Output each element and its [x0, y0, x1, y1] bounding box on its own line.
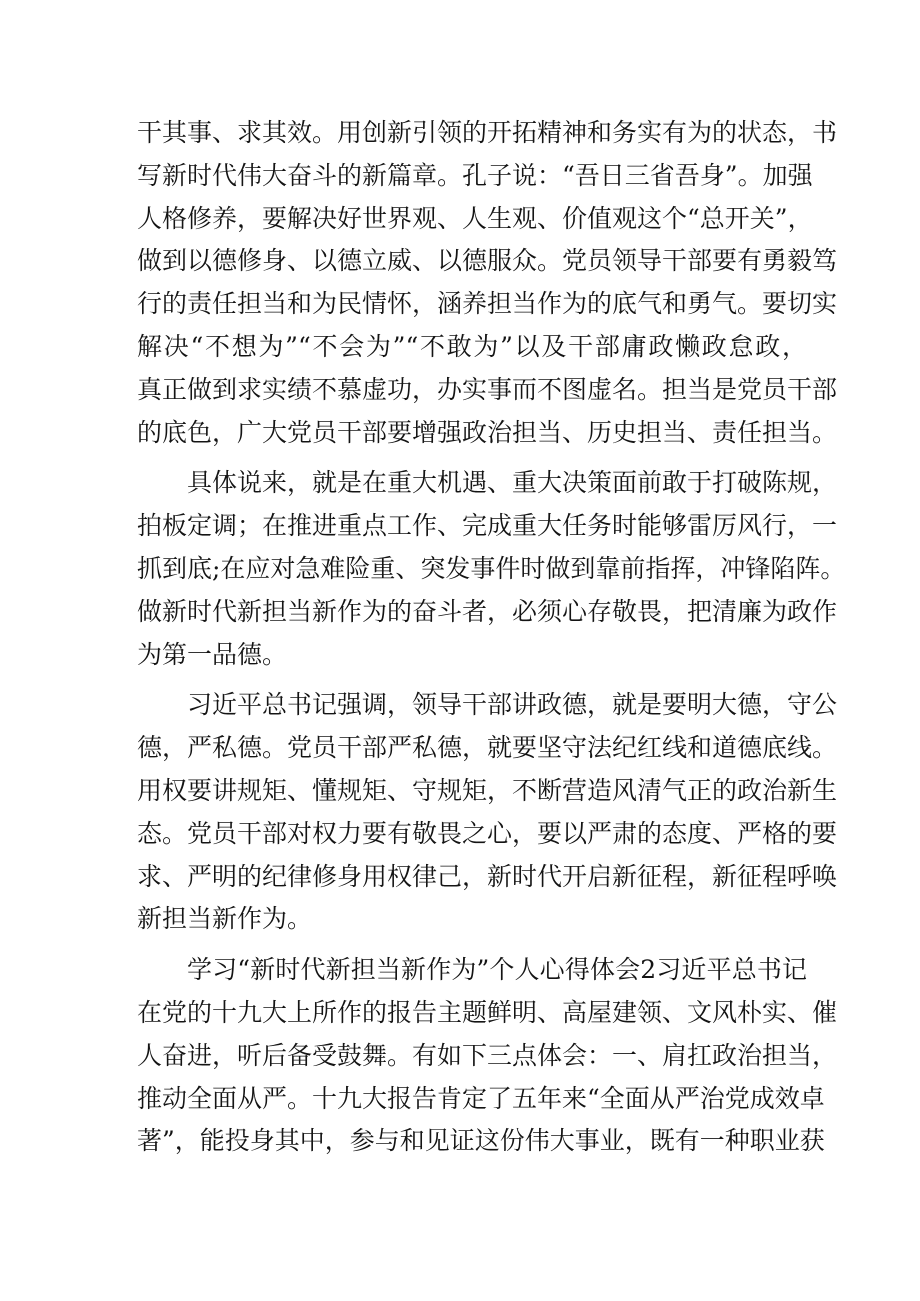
text-line: 在党的十九大上所作的报告主题鲜明、高屋建领、文风朴实、催 — [137, 997, 838, 1027]
text-line: 德，严私德。党员干部严私德，就要坚守法纪红线和道德底线。 — [137, 733, 838, 763]
text-line: 用权要讲规矩、懂规矩、守规矩，不断营造风清气正的政治新生 — [137, 775, 838, 805]
text-line: 学习“新时代新担当新作为”个人心得体会2习近平总书记 — [187, 955, 807, 985]
text-line: 干其事、求其效。用创新引领的开拓精神和务实有为的状态，书 — [137, 118, 838, 147]
paragraph-4 — [137, 949, 838, 1163]
paragraph-gap — [137, 676, 807, 684]
text-line: 的底色，广大党员干部要增强政治担当、历史担当、责任担当。 — [137, 417, 838, 447]
text-line: 习近平总书记强调，领导干部讲政德，就是要明大德，守公 — [187, 690, 838, 720]
text-line: 写新时代伟大奋斗的新篇章。孔子说：“吾日三省吾身”。加强 — [137, 160, 813, 190]
text-line: 抓到底;在应对急难险重、突发事件时做到靠前指挥，冲锋陷阵。 — [137, 553, 846, 583]
paragraph-2 — [137, 462, 846, 676]
paragraph-1 — [137, 112, 838, 454]
text-line: 态。党员干部对权力要有敬畏之心，要以严肃的态度、严格的要 — [137, 818, 838, 848]
text-line: 为第一品德。 — [137, 639, 288, 669]
paragraph-3 — [137, 684, 838, 941]
text-line: 具体说来，就是在重大机遇、重大决策面前敢于打破陈规， — [187, 468, 838, 498]
text-line: 做新时代新担当新作为的奋斗者，必须心存敬畏，把清廉为政作 — [137, 596, 838, 626]
text-line: 著”，能投身其中，参与和见证这份伟大事业，既有一种职业获 — [137, 1126, 825, 1156]
text-line: 新担当新作为。 — [137, 904, 313, 934]
text-line: 人格修养，要解决好世界观、人生观、价值观这个“总开关”， — [137, 203, 813, 233]
text-line: 拍板定调；在推进重点工作、完成重大任务时能够雷厉风行，一 — [137, 511, 838, 541]
text-line: 行的责任担当和为民情怀，涵养担当作为的底气和勇气。要切实 — [137, 289, 838, 319]
text-line: 做到以德修身、以德立威、以德服众。党员领导干部要有勇毅笃 — [137, 246, 838, 276]
text-line: 真正做到求实绩不慕虚功，办实事而不图虚名。担当是党员干部 — [137, 374, 838, 404]
text-line: 解决“不想为”“不会为”“不敢为”以及干部庸政懒政怠政， — [137, 331, 807, 361]
document-body — [137, 112, 846, 1163]
text-line: 求、严明的纪律修身用权律己，新时代开启新征程，新征程呼唤 — [137, 861, 838, 891]
text-line: 推动全面从严。十九大报告肯定了五年来“全面从严治党成效卓 — [137, 1083, 825, 1113]
text-line: 人奋进，听后备受鼓舞。有如下三点体会：一、肩扛政治担当， — [137, 1040, 838, 1070]
paragraph-gap — [137, 454, 807, 462]
paragraph-gap — [137, 941, 807, 949]
